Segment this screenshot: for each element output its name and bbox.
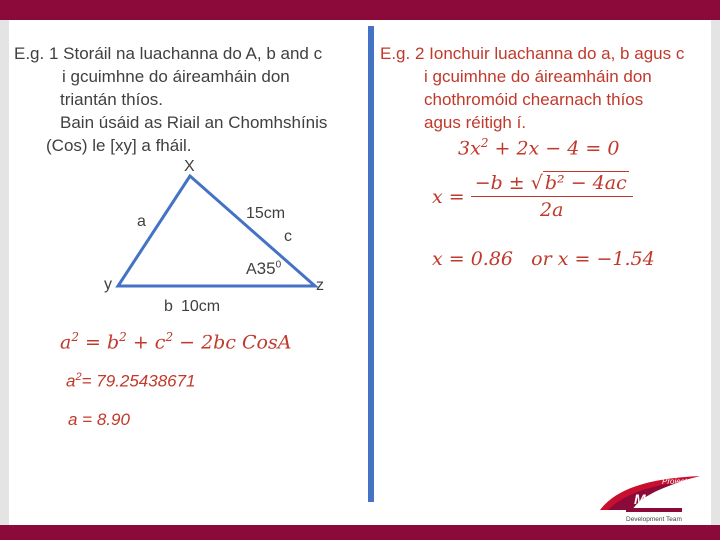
side-a-label: a [137, 213, 146, 230]
problem1-line: (Cos) le [xy] a fháil. [46, 136, 192, 155]
problem2-line: E.g. 2 Ionchuir luachanna do a, b agus c [380, 44, 685, 63]
project-maths-logo [596, 472, 706, 524]
side-c-value-label: 15cm [246, 205, 286, 222]
problem2-line: i gcuimhne do áireamháin don [424, 67, 652, 86]
cosine-rule-formula: $a^2 = b^2 + c^2 - 2bc$ CosA [60, 330, 292, 354]
logo-swoosh-icon [596, 472, 706, 524]
side-b-label: b [164, 298, 173, 315]
side-c-label: c [284, 228, 292, 245]
a-result: a = 8.90 [68, 410, 130, 429]
logo-line2: Maths [634, 491, 675, 507]
problem2-line: agus réitigh í. [424, 113, 527, 132]
quadratic-equation: $3x^2 + 2x - 4 = 0$ [458, 136, 620, 160]
logo-line1: Project [662, 477, 687, 486]
problem1-line: E.g. 1 Storáil na luachanna do A, b and c [14, 44, 323, 63]
vertex-z-label: z [316, 277, 324, 294]
logo-line3: Development Team [626, 516, 682, 523]
problem1-line: triantán thíos. [60, 90, 164, 109]
problem1-line: Bain úsáid as Riail an Chomhshínis [60, 113, 328, 132]
problem2-line: chothromóid chearnach thíos [424, 90, 644, 109]
problem1-line: i gcuimhne do áireamháin don [62, 67, 290, 86]
a-squared-result: $a^2= 79.25438671$ [66, 371, 196, 391]
angle-label: $A35^0$ [246, 259, 282, 278]
side-b-value-label: 10cm [181, 298, 221, 315]
quadratic-formula: x = $\frac{\text{−b ± √ b² − 4ac}}{2a}$ [432, 172, 633, 221]
vertex-y-label: y [104, 276, 112, 293]
vertex-x-label: X [184, 158, 195, 175]
quadratic-roots: x = 0.86 or x = −1.54 [432, 248, 655, 270]
problem2-text [380, 42, 710, 134]
